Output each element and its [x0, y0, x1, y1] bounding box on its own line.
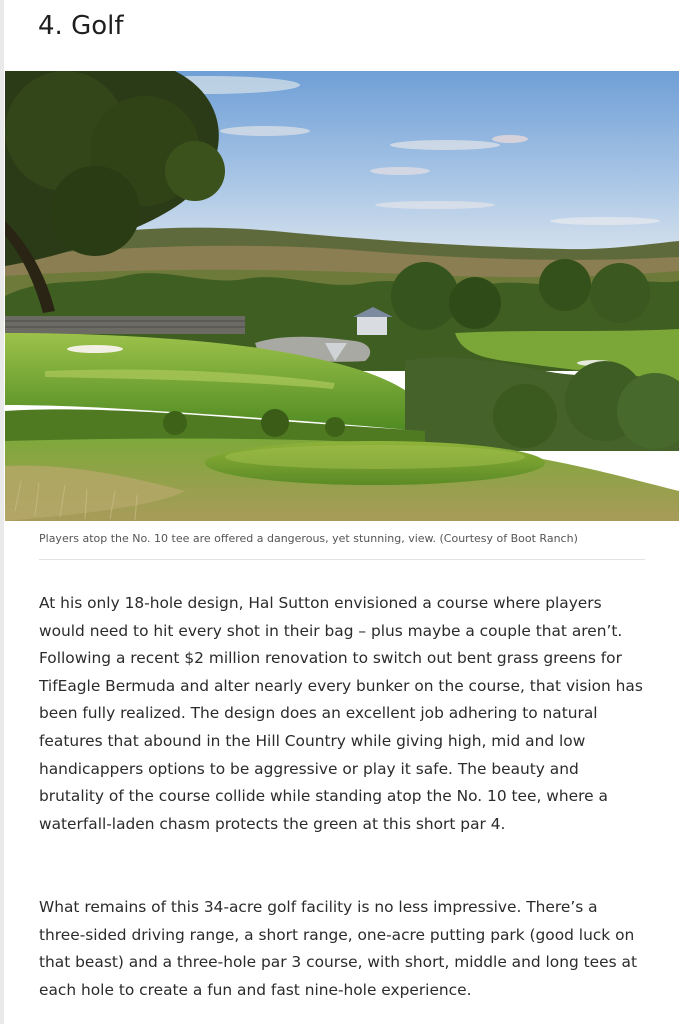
left-edge-border [0, 0, 4, 1024]
section-heading: 4. Golf [38, 11, 124, 41]
body-paragraph: What remains of this 34-acre golf facility is no less impressive. There’s a three-sided driving range, a short range, one-acre putting park (good luck on that beast) and a three-hole par 3 course, with short, middle and long tees at each hole to create a fun and fast nine-hole experience. [39, 898, 637, 999]
image-caption: Players atop the No. 10 tee are offered a dangerous, yet stunning, view. (Courtesy of Boot Ranch) [39, 532, 578, 545]
body-paragraph: At his only 18-hole design, Hal Sutton envisioned a course where players would need to hit every shot in their bag – plus maybe a couple that aren’t. Following a recent $2 million renovation to switch out bent grass greens for TifEagle Bermuda and alter nearly every bunker on the course, that vision has been fully realized. The design does an excellent job adhering to natural features that abound in the Hill Country while giving high, mid and low handicappers options to be aggressive or play it safe. The beauty and brutality of the course collide while standing atop the No. 10 tee, where a waterfall-laden chasm protects the green at this short par 4. [39, 594, 643, 833]
caption-divider [39, 559, 645, 560]
golf-course-photo [5, 71, 679, 521]
